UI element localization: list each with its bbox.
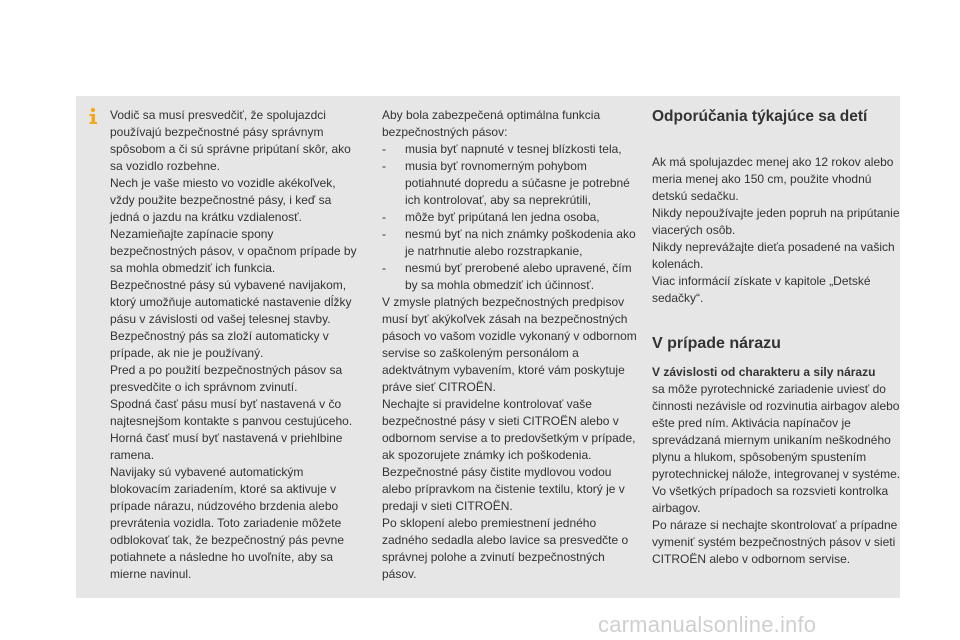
paragraph	[652, 364, 902, 483]
paragraph: Viac informácií získate v kapitole „Detské sedačky“.	[652, 274, 871, 305]
dash-bullet: -	[382, 261, 386, 275]
paragraph: Po náraze si nechajte skontrolovať a prípadne vymeniť systém bezpečnostných pásov v sieti CITROËN alebo v odbornom servise.	[652, 518, 898, 566]
paragraph: Vo všetkých prípadoch sa rozsvieti kontrolka airbagov.	[652, 484, 889, 515]
paragraph: Bezpečnostný pás sa zloží automaticky v prípade, ak nie je používaný.	[110, 329, 329, 360]
paragraph: Nikdy neprevážajte dieťa posadené na vašich kolenách.	[652, 240, 895, 271]
list-item	[382, 260, 640, 294]
list-item	[382, 141, 640, 158]
info-icon	[85, 107, 101, 125]
dash-bullet: -	[382, 159, 386, 173]
list-item-text: nesmú byť na nich známky poškodenia ako je natrhnutie alebo rozstrapkanie,	[405, 227, 636, 258]
paragraph: Horná časť musí byť nastavená v priehlbine ramena.	[110, 431, 343, 462]
list-item	[382, 158, 640, 209]
children-recommendations-heading: Odporúčania týkajúce sa detí	[652, 108, 868, 125]
list-item	[382, 226, 640, 260]
paragraph: Ak má spolujazdec menej ako 12 rokov alebo meria menej ako 150 cm, použite vhodnú detskú sedačku.	[652, 155, 894, 203]
paragraph: Vodič sa musí presvedčiť, že spolujazdci používajú bezpečnostné pásy správnym spôsobom a či sú správne pripútaní skôr, ako sa vozidlo rozbehne.	[110, 108, 351, 173]
paragraph: Nezamieňajte zapínacie spony bezpečnostných pásov, v opačnom prípade by sa mohla obmedziť ich funkcia.	[110, 227, 357, 275]
list-item	[382, 209, 640, 226]
list-item-text: musia byť napnuté v tesnej blízkosti tela,	[405, 142, 622, 156]
paragraph: Pred a po použití bezpečnostných pásov sa presvedčite o ich správnom zvinutí.	[110, 363, 343, 394]
paragraph: Spodná časť pásu musí byť nastavená v čo najtesnejšom kontakte s panvou cestujúceho.	[110, 397, 353, 428]
column-middle	[382, 107, 640, 583]
column-left	[110, 107, 362, 583]
crash-subheading: V závislosti od charakteru a sily nárazu	[652, 365, 876, 379]
paragraph: Po sklopení alebo premiestnení jedného zadného sedadla alebo lavice sa presvedčte o správnej polohe a zvinutí bezpečnostných pásov.	[382, 516, 629, 581]
dash-bullet: -	[382, 227, 386, 241]
paragraph: Bezpečnostné pásy čistite mydlovou vodou alebo prípravkom na čistenie textilu, ktorý je v predaji v sieti CITROËN.	[382, 465, 625, 513]
crash-paragraph-text: sa môže pyrotechnické zariadenie uviesť do činnosti nezávisle od rozvinutia airbagov alebo ešte pred ním. Aktivácia napínačov je sprevádzaná miernym unikaním neškodného plynu a hlukom, spôsobeným spustením pyrotechnickej nálože, integrovanej v systéme.	[652, 382, 901, 481]
paragraph: Navijaky sú vybavené automatickým blokovacím zariadením, ktoré sa aktivuje v prípade nárazu, núdzového brzdenia alebo prevrátenia vozidla. Toto zariadenie môžete odblokovať tak, že bezpečnostný pás pevne potiahnete a následne ho uvoľníte, aby sa mierne navinul.	[110, 465, 344, 581]
dash-bullet: -	[382, 142, 386, 156]
intro-paragraph: Aby bola zabezpečená optimálna funkcia bezpečnostných pásov:	[382, 108, 601, 139]
paragraph: V zmysle platných bezpečnostných predpisov musí byť akýkoľvek zásah na bezpečnostných pásoch vo vašom vozidle vykonaný v odbornom servise so zaškoleným personálom a adektvátnym vybavením, ktoré vám poskytuje práve sieť CITROËN.	[382, 295, 637, 394]
list-item-text: musia byť rovnomerným pohybom potiahnuté dopredu a súčasne je potrebné ich kontrolovať, aby sa neprekrútili,	[405, 159, 630, 207]
paragraph: Bezpečnostné pásy sú vybavené navijakom, ktorý umožňuje automatické nastavenie dĺžky pásu v závislosti od vašej telesnej stavby.	[110, 278, 352, 326]
in-case-of-crash-heading: V prípade nárazu	[652, 335, 781, 352]
paragraph: Nikdy nepoužívajte jeden popruh na pripútanie viacerých osôb.	[652, 206, 900, 237]
column-right	[652, 107, 902, 568]
dash-bullet: -	[382, 210, 386, 224]
paragraph: Nech je vaše miesto vo vozidle akékoľvek, vždy použite bezpečnostné pásy, i keď sa jedná o jazdu na krátku vzdialenosť.	[110, 176, 336, 224]
requirements-list	[382, 141, 640, 294]
paragraph: Nechajte si pravidelne kontrolovať vaše bezpečnostné pásy v sieti CITROËN alebo v odbornom servise a to predovšetkým v prípade, ak spozorujete známky ich poškodenia.	[382, 397, 636, 462]
list-item-text: nesmú byť prerobené alebo upravené, čím by sa mohla obmedziť ich účinnosť.	[405, 261, 632, 292]
list-item-text: môže byť pripútaná len jedna osoba,	[405, 210, 600, 224]
watermark: carmanualsonline.info	[598, 612, 817, 637]
